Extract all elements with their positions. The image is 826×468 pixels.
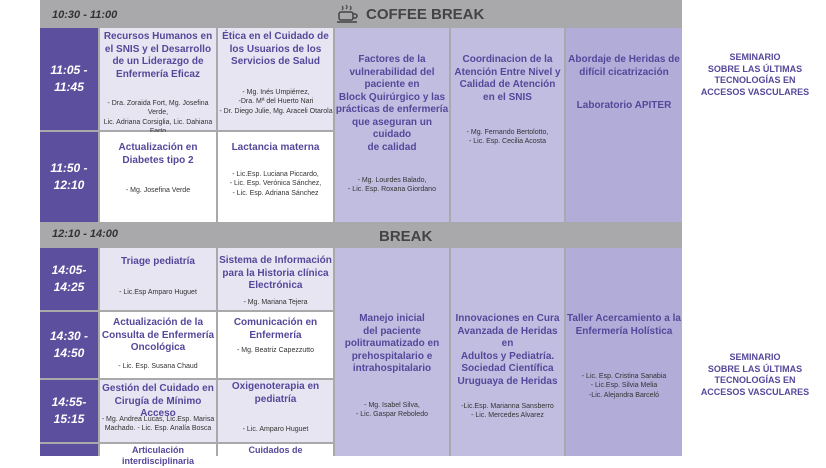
session-actualizacion-title: Actualización de la Consulta de Enfermería Oncológica bbox=[101, 317, 215, 353]
session-diabetes-title: Actualización en Diabetes tipo 2 bbox=[118, 142, 198, 166]
time-slot-1150: 11:50 - 12:10 bbox=[40, 132, 98, 222]
time-slot-next bbox=[40, 444, 98, 456]
session-gestion-title: Gestión del Cuidado en Cirugía de Mínimo Acceso bbox=[102, 383, 214, 419]
session-innovaciones-title: Innovaciones en Cura Avanzada de Heridas en Adultos y Pediatría. Sociedad Científica Uruguaya de Heridas bbox=[455, 313, 560, 387]
session-taller-title: Taller Acercamiento a la Enfermería Holística bbox=[567, 313, 681, 337]
coffee-break-label: COFFEE BREAK bbox=[366, 6, 485, 23]
session-etica-title: Ética en el Cuidado de los Usuarios de los Servicios de Salud bbox=[222, 31, 329, 67]
session-lactancia-title: Lactancia materna bbox=[231, 142, 320, 153]
break-time: 12:10 - 14:00 bbox=[52, 228, 119, 240]
session-etica-authors: - Mg. Inés Umpiérrez, -Dra. Mª del Huerto Nari - Dr. Diego Julie, Mg. Araceli Otarola bbox=[219, 89, 333, 115]
session-taller bbox=[566, 248, 682, 456]
session-manejo-title: Manejo inicial del paciente politraumatizado en prehospitalario e intrahospitalario bbox=[344, 313, 440, 374]
session-innovaciones-authors: -Lic.Esp. Marianna Sansberro - Lic. Mercedes Alvarez bbox=[461, 403, 554, 420]
session-coordinacion-authors: - Mg. Fernando Bertolotto, - Lic. Esp. Cecilia Acosta bbox=[466, 129, 549, 146]
session-oxigenoterapia-authors: - Lic. Amparo Huguet bbox=[242, 426, 309, 433]
session-triage-title: Triage pediatría bbox=[121, 256, 195, 267]
time-slot-1430: 14:30 - 14:50 bbox=[40, 312, 98, 378]
session-lactancia-authors: - Lic.Esp. Luciana Piccardo, - Lic. Esp. Verónica Sánchez, - Lic. Esp. Adriana Sánchez bbox=[229, 171, 322, 197]
session-recursos-humanos-authors: - Dra. Zoraida Fort, Mg. Josefina Verde, Lic. Adriana Corsiglia, Lic. Dahiana bbox=[103, 100, 213, 126]
time-slot-1105: 11:05 - 11:45 bbox=[40, 28, 98, 130]
session-heridas-subtitle: Laboratorio APITER bbox=[576, 100, 672, 111]
session-coordinacion-title: Coordinacion de la Atención Entre Nivel y Calidad de Atención en el SNIS bbox=[454, 54, 561, 103]
session-triage-authors: - Lic.Esp Amparo Huguet bbox=[119, 289, 197, 296]
session-articulacion-title: Articulación interdisciplinaria bbox=[121, 445, 195, 467]
time-slot-1405: 14:05- 14:25 bbox=[40, 248, 98, 310]
session-factores-title: Factores de la vulnerabilidad del paciente en Block Quirúrgico y las prácticas de enfermería que aseguran un cuidado de calidad bbox=[335, 54, 449, 153]
session-factores-authors: - Mg. Lourdes Balado, - Lic. Esp. Roxana Giordano bbox=[348, 177, 436, 194]
time-slot-1455: 14:55- 15:15 bbox=[40, 380, 98, 442]
coffee-cup-icon bbox=[336, 4, 362, 24]
session-diabetes-authors: - Mg. Josefina Verde bbox=[125, 187, 191, 194]
session-sistema-authors: - Mg. Mariana Tejera bbox=[243, 299, 308, 306]
break-label: BREAK bbox=[379, 228, 433, 245]
session-comunicacion-authors: - Mg. Beatriz Capezzutto bbox=[236, 347, 315, 354]
session-oxigenoterapia-title: Oxigenoterapia en pediatría bbox=[231, 381, 320, 405]
session-sistema-title: Sistema de Información para la Historia clínica Electrónica bbox=[219, 255, 332, 291]
seminar-label-afternoon: SEMINARIO SOBRE LAS ÚLTIMAS TECNOLOGÍAS EN ACCESOS VASCULARES bbox=[700, 352, 810, 398]
session-taller-authors: - Lic. Esp. Cristina Sanabia - Lic.Esp. Silvia Melia -Lic. Alejandra Barceló bbox=[581, 373, 667, 399]
session-cuidados-title: Cuidados de bbox=[248, 445, 303, 455]
coffee-break-time: 10:30 - 11:00 bbox=[52, 9, 118, 21]
session-actualizacion-authors: - Lic. Esp. Susana Chaud bbox=[118, 363, 198, 370]
session-comunicacion-title: Comunicación en Enfermería bbox=[233, 317, 318, 341]
seminar-label-morning: SEMINARIO SOBRE LAS ÚLTIMAS TECNOLOGÍAS EN ACCESOS VASCULARES bbox=[700, 52, 810, 98]
session-recursos-humanos-title: Recursos Humanos en el SNIS y el Desarrollo de un Liderazgo de Enfermería Eficaz bbox=[103, 31, 213, 80]
session-heridas-title: Abordaje de Heridas de difícil cicatrización bbox=[568, 54, 680, 78]
session-manejo-authors: - Mg. Isabel Silva, - Lic. Gaspar Reboledo bbox=[356, 402, 428, 419]
session-gestion-authors: - Mg. Andrea Lucas, Lic.Esp. Marisa Machado. - Lic. Esp. Analía Bosca bbox=[101, 416, 215, 433]
break-row bbox=[40, 224, 682, 246]
